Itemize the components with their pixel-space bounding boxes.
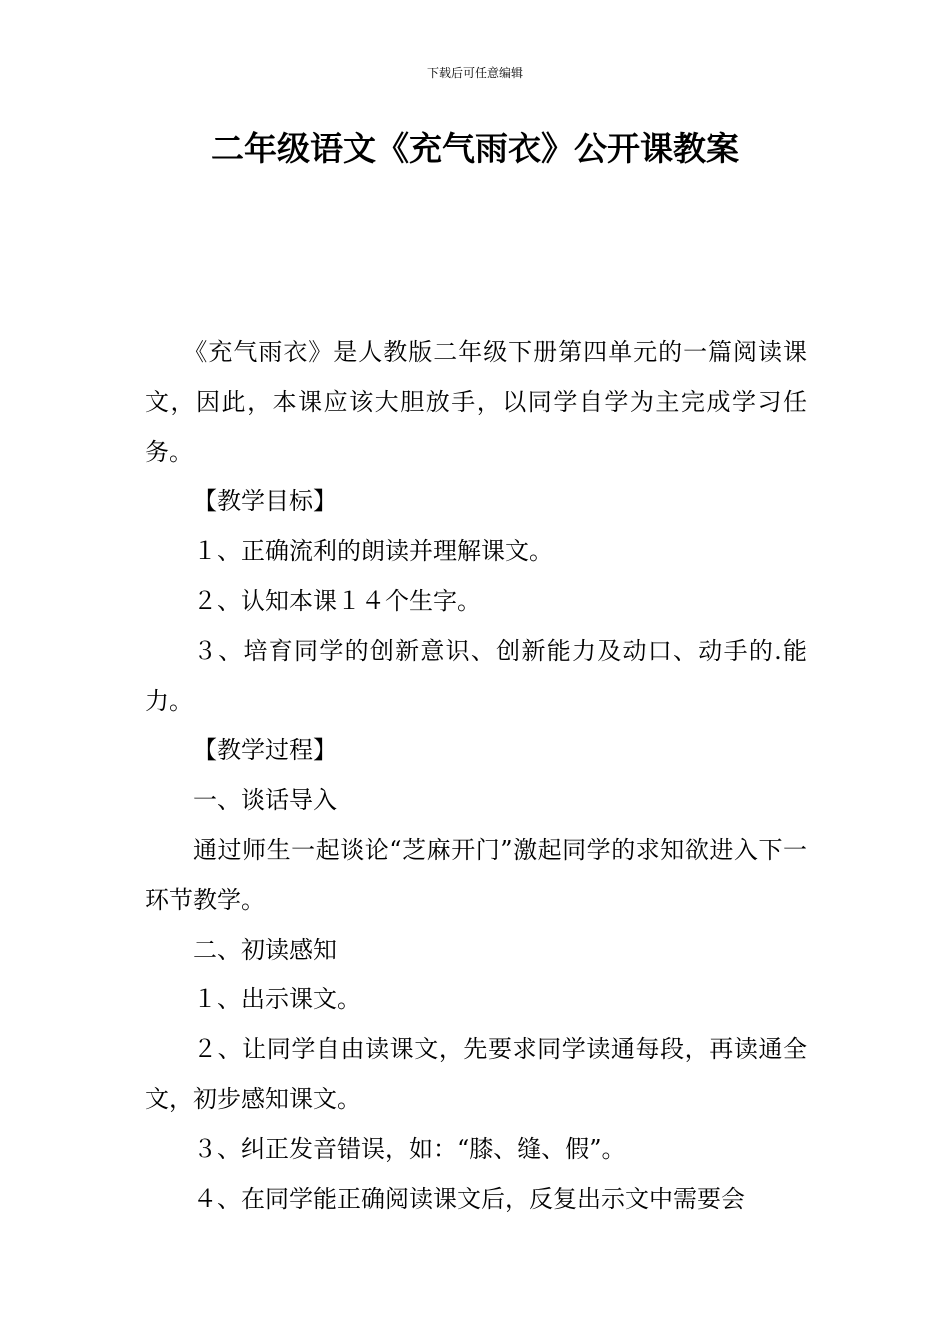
page-header-note: 下载后可任意编辑 bbox=[426, 66, 523, 80]
paragraph-intro: 《充气雨衣》是人教版二年级下册第四单元的一篇阅读课文，因此，本课应该大胆放手，以同学自学为主完成学习任务。 bbox=[145, 338, 807, 466]
section-heading-process: 【教学过程】 bbox=[193, 736, 337, 765]
step-item: ４、在同学能正确阅读课文后，反复出示文中需要会 bbox=[193, 1184, 745, 1213]
paragraph: 通过师生一起谈论“芝麻开门”激起同学的求知欲进入下一环节教学。 bbox=[145, 835, 807, 914]
step-item: ３、纠正发音错误，如：“膝、缝、假”。 bbox=[193, 1134, 626, 1163]
step-heading: 一、谈话导入 bbox=[193, 786, 337, 815]
objective-item: ２、认知本课１４个生字。 bbox=[193, 586, 481, 615]
section-heading-objectives: 【教学目标】 bbox=[193, 487, 337, 516]
step-heading: 二、初读感知 bbox=[193, 935, 337, 964]
objective-item: ３、培育同学的创新意识、创新能力及动口、动手的.能力。 bbox=[145, 636, 807, 715]
step-item: １、出示课文。 bbox=[193, 985, 361, 1014]
step-item: ２、让同学自由读课文，先要求同学读通每段，再读通全文，初步感知课文。 bbox=[145, 1035, 807, 1113]
document-title: 二年级语文《充气雨衣》公开课教案 bbox=[211, 129, 739, 168]
document-body bbox=[145, 328, 807, 1224]
objective-item: １、正确流利的朗读并理解课文。 bbox=[193, 537, 553, 566]
